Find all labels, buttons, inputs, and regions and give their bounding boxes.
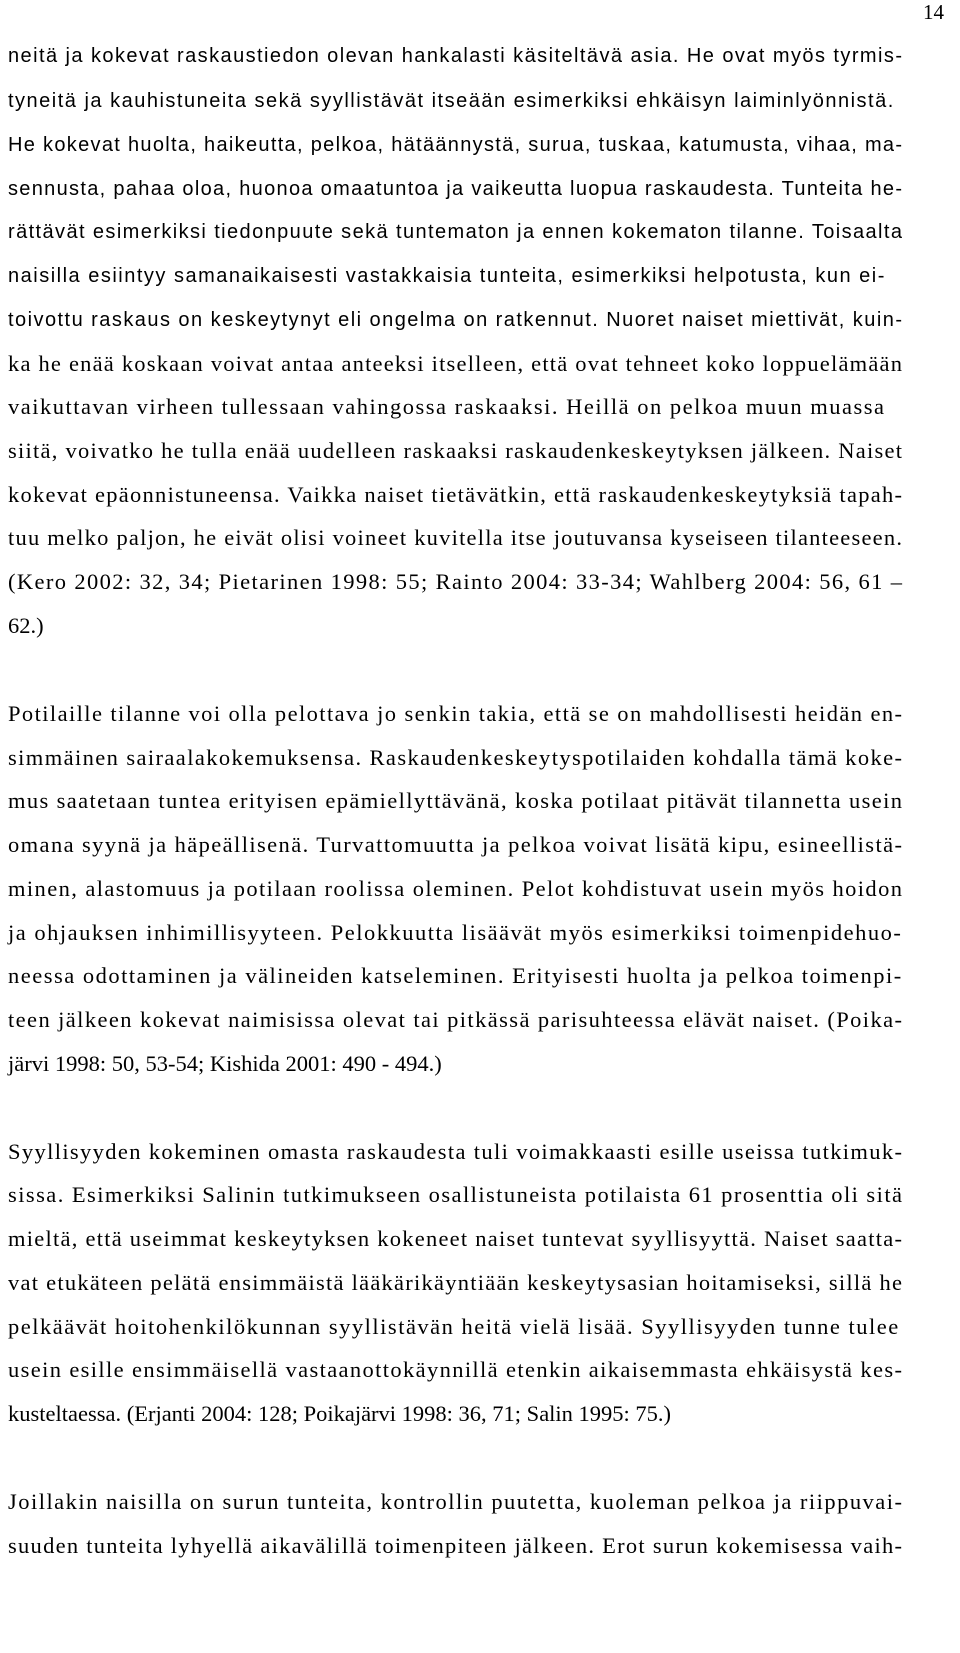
text-line: [0, 481, 960, 509]
text-line: [0, 1356, 960, 1384]
text-line: [0, 1050, 960, 1078]
text-line-content: omana syynä ja häpeällisenä. Turvattomuutta ja pelkoa voivat lisätä kipu, esineellistä-: [8, 832, 904, 857]
text-line-content: toivottu raskaus on keskeytynyt eli ongelma on ratkennut. Nuoret naiset miettivät, kuin-: [8, 309, 904, 331]
text-line-content: rättävät esimerkiksi tiedonpuute sekä tuntematon ja ennen kokematon tilanne. Toisaalta: [8, 221, 904, 243]
text-line-content: (Kero 2002: 32, 34; Pietarinen 1998: 55; Rainto 2004: 33-34; Wahlberg 2004: 56, 61 –: [8, 569, 904, 594]
text-line-content: sennusta, pahaa oloa, huonoa omaatuntoa ja vaikeutta luopua raskaudesta. Tunteita he-: [8, 178, 904, 200]
text-line: [0, 787, 960, 815]
text-line-content: suuden tunteita lyhyellä aikavälillä toimenpiteen jälkeen. Erot surun kokemisessa vaih-: [8, 1533, 904, 1558]
text-line: [0, 1532, 960, 1560]
text-line: [0, 875, 960, 903]
text-line: [0, 218, 960, 246]
text-line-content: mus saatetaan tuntea erityisen epämiellyttävänä, koska potilaat pitävät tilannetta usein: [8, 788, 904, 813]
text-line: [0, 568, 960, 596]
text-line-content: minen, alastomuus ja potilaan roolissa oleminen. Pelot kohdistuvat usein myös hoidon: [8, 876, 904, 901]
text-line-content: kusteltaessa. (Erjanti 2004: 128; Poikajärvi 1998: 36, 71; Salin 1995: 75.): [8, 1401, 672, 1426]
text-line: [0, 306, 960, 334]
text-line-content: neessa odottaminen ja välineiden katseleminen. Erityisesti huolta ja pelkoa toimenpi-: [8, 963, 903, 988]
text-line: [0, 350, 960, 378]
text-line-content: tyneitä ja kauhistuneita sekä syyllistävät itseään esimerkiksi ehkäisyn laiminlyönnistä.: [8, 90, 895, 112]
text-line: [0, 919, 960, 947]
text-line: [0, 1138, 960, 1166]
text-line-content: He kokevat huolta, haikeutta, pelkoa, hätäännystä, surua, tuskaa, katumusta, vihaa, ma-: [8, 134, 904, 156]
text-line: [0, 524, 960, 552]
text-line: [0, 1181, 960, 1209]
text-line: [0, 1225, 960, 1253]
text-line-content: Joillakin naisilla on surun tunteita, kontrollin puutetta, kuoleman pelkoa ja riippuvai-: [8, 1489, 904, 1514]
text-line: [0, 612, 960, 640]
text-line-content: naisilla esiintyy samanaikaisesti vastakkaisia tunteita, esimerkiksi helpotusta, kun ei-: [8, 265, 886, 287]
text-line-content: Potilaille tilanne voi olla pelottava jo senkin takia, että se on mahdollisesti heidän en-: [8, 701, 904, 726]
text-line-content: mieltä, että useimmat keskeytyksen kokeneet naiset tuntevat syyllisyyttä. Naiset saatta-: [8, 1226, 904, 1251]
text-line: [0, 437, 960, 465]
text-line-content: simmäinen sairaalakokemuksensa. Raskaudenkeskeytyspotilaiden kohdalla tämä koke-: [8, 745, 904, 770]
text-line-content: ka he enää koskaan voivat antaa anteeksi itselleen, että ovat tehneet koko loppuelämään: [8, 351, 904, 376]
text-line: [0, 131, 960, 159]
text-line: [0, 42, 960, 70]
text-line-content: ja ohjauksen inhimillisyyteen. Pelokkuutta lisäävät myös esimerkiksi toimenpidehuo-: [8, 920, 903, 945]
text-line-content: vat etukäteen pelätä ensimmäistä lääkärikäyntiään keskeytysasian hoitamiseksi, sillä he: [8, 1270, 904, 1295]
text-line: [0, 1269, 960, 1297]
text-line: [0, 262, 960, 290]
text-line-content: 62.): [8, 613, 44, 638]
text-line-content: neitä ja kokevat raskaustiedon olevan hankalasti käsiteltävä asia. He ovat myös tyrmis-: [8, 45, 904, 67]
text-line: [0, 831, 960, 859]
text-line: [0, 87, 960, 115]
text-line-content: järvi 1998: 50, 53-54; Kishida 2001: 490 - 494.): [8, 1051, 442, 1076]
text-line: [0, 744, 960, 772]
text-line-content: vaikuttavan virheen tullessaan vahingossa raskaaksi. Heillä on pelkoa muun muassa: [8, 394, 886, 419]
text-line-content: teen jälkeen kokevat naimisissa olevat tai pitkässä parisuhteessa elävät naiset. (Poika-: [8, 1007, 904, 1032]
page-number: 14: [923, 0, 944, 24]
text-line: [0, 1313, 960, 1341]
text-line: [0, 962, 960, 990]
text-line-content: kokevat epäonnistuneensa. Vaikka naiset tietävätkin, että raskaudenkeskeytyksiä tapah-: [8, 482, 904, 507]
text-line: [0, 175, 960, 203]
text-line: [0, 393, 960, 421]
text-line-content: siitä, voivatko he tulla enää uudelleen raskaaksi raskaudenkeskeytyksen jälkeen. Naiset: [8, 438, 904, 463]
text-line: [0, 1400, 960, 1428]
text-line: [0, 700, 960, 728]
text-line-content: Syyllisyyden kokeminen omasta raskaudesta tuli voimakkaasti esille useissa tutkimuk-: [8, 1139, 904, 1164]
text-line-content: pelkäävät hoitohenkilökunnan syyllistävän heitä vielä lisää. Syyllisyyden tunne tulee: [8, 1314, 900, 1339]
text-line-content: usein esille ensimmäisellä vastaanottokäynnillä etenkin aikaisemmasta ehkäisystä kes-: [8, 1357, 904, 1382]
text-line-content: tuu melko paljon, he eivät olisi voineet kuvitella itse joutuvansa kyseiseen tilanteeseen.: [8, 525, 904, 550]
text-line-content: sissa. Esimerkiksi Salinin tutkimukseen osallistuneista potilaista 61 prosenttia oli sitä: [8, 1182, 904, 1207]
text-line: [0, 1488, 960, 1516]
text-line: [0, 1006, 960, 1034]
